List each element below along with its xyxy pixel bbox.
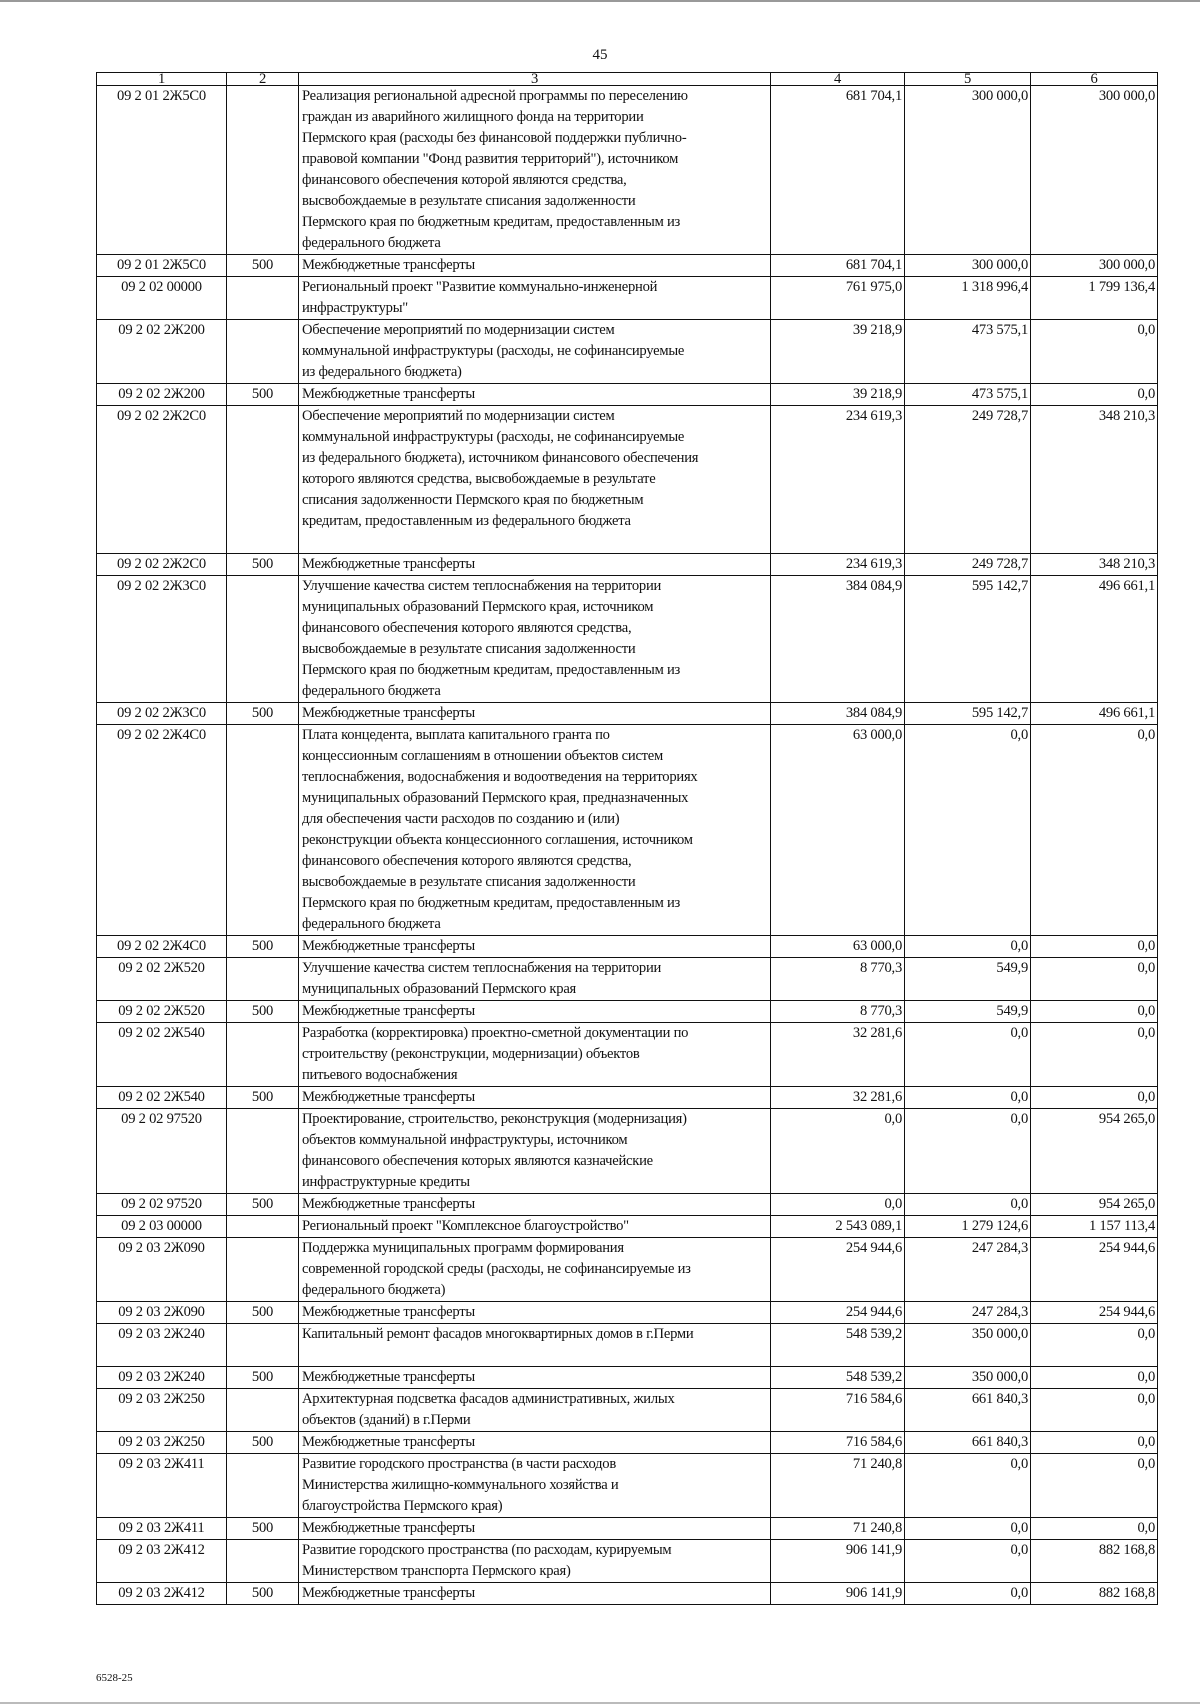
row-value-col4: 0,0 [771,1194,905,1216]
row-description: Межбюджетные трансферты [299,384,771,406]
row-code: 09 2 03 2Ж411 [97,1454,227,1518]
row-code: 09 2 02 00000 [97,277,227,320]
row-code: 09 2 02 2Ж200 [97,320,227,384]
row-value-col6: 0,0 [1031,1454,1158,1518]
row-value-col4: 254 944,6 [771,1238,905,1302]
row-value-col6: 496 661,1 [1031,576,1158,703]
row-value-col5: 595 142,7 [905,703,1031,725]
row-value-col5: 0,0 [905,1194,1031,1216]
row-code: 09 2 02 97520 [97,1194,227,1216]
row-value-col6: 300 000,0 [1031,86,1158,255]
row-expense-type: 500 [227,1194,299,1216]
row-code: 09 2 03 2Ж250 [97,1432,227,1454]
page-number: 45 [592,47,608,63]
row-description: Обеспечение мероприятий по модернизации систем коммунальной инфраструктуры (расходы, не софинансируемые из федерального бюджета), источником финансового обеспечения которого являются средства, высвобождаемые в результате списания задолженности Пермского края по бюджетным кредитам, предоставленным из федерального бюджета [299,406,771,554]
row-expense-type [227,1109,299,1194]
row-value-col5: 0,0 [905,1454,1031,1518]
row-value-col4: 716 584,6 [771,1432,905,1454]
row-value-col6: 954 265,0 [1031,1109,1158,1194]
row-value-col5: 0,0 [905,1109,1031,1194]
row-description: Межбюджетные трансферты [299,936,771,958]
row-description: Межбюджетные трансферты [299,554,771,576]
row-description: Реализация региональной адресной программы по переселению граждан из аварийного жилищного фонда на территории Пермского края (расходы без финансовой поддержки публично- правовой компании "Фонд развития территорий"), источником финансового обеспечения которой являются средства, высвобождаемые в результате списания задолженности Пермского края по бюджетным кредитам, предоставленным из федерального бюджета [299,86,771,255]
row-value-col4: 32 281,6 [771,1023,905,1087]
row-value-col4: 71 240,8 [771,1518,905,1540]
row-code: 09 2 03 2Ж250 [97,1389,227,1432]
row-value-col6: 0,0 [1031,320,1158,384]
row-description: Архитектурная подсветка фасадов административных, жилых объектов (зданий) в г.Перми [299,1389,771,1432]
row-value-col4: 254 944,6 [771,1302,905,1324]
row-value-col5: 1 279 124,6 [905,1216,1031,1238]
row-value-col6: 0,0 [1031,958,1158,1001]
row-code: 09 2 02 2Ж520 [97,1001,227,1023]
row-expense-type: 500 [227,1367,299,1389]
row-value-col5: 1 318 996,4 [905,277,1031,320]
row-description: Развитие городского пространства (в части расходов Министерства жилищно-коммунального хозяйства и благоустройства Пермского края) [299,1454,771,1518]
row-expense-type: 500 [227,554,299,576]
row-code: 09 2 02 2Ж3С0 [97,576,227,703]
table-row [97,554,1158,576]
row-value-col4: 681 704,1 [771,255,905,277]
table-row [97,1583,1158,1605]
row-description: Региональный проект "Развитие коммунально-инженерной инфраструктуры" [299,277,771,320]
row-value-col5: 350 000,0 [905,1367,1031,1389]
row-value-col6: 254 944,6 [1031,1302,1158,1324]
row-value-col5: 350 000,0 [905,1324,1031,1367]
row-description: Развитие городского пространства (по расходам, курируемым Министерством транспорта Пермского края) [299,1540,771,1583]
row-value-col6: 0,0 [1031,1001,1158,1023]
row-value-col5: 0,0 [905,725,1031,936]
row-code: 09 2 01 2Ж5С0 [97,86,227,255]
table-row [97,1194,1158,1216]
row-expense-type [227,576,299,703]
row-value-col5: 0,0 [905,1087,1031,1109]
row-expense-type: 500 [227,255,299,277]
row-code: 09 2 02 2Ж3С0 [97,703,227,725]
row-value-col6: 254 944,6 [1031,1238,1158,1302]
table-row [97,936,1158,958]
row-description: Межбюджетные трансферты [299,1001,771,1023]
row-expense-type: 500 [227,1583,299,1605]
row-code: 09 2 03 2Ж240 [97,1324,227,1367]
row-value-col5: 661 840,3 [905,1389,1031,1432]
header-col-6: 6 [1031,73,1158,86]
row-description: Капитальный ремонт фасадов многоквартирных домов в г.Перми [299,1324,771,1367]
row-value-col4: 548 539,2 [771,1367,905,1389]
header-col-4: 4 [771,73,905,86]
row-expense-type: 500 [227,703,299,725]
row-value-col4: 681 704,1 [771,86,905,255]
row-expense-type [227,86,299,255]
row-expense-type [227,1023,299,1087]
row-value-col4: 71 240,8 [771,1454,905,1518]
row-value-col5: 249 728,7 [905,406,1031,554]
row-code: 09 2 03 2Ж411 [97,1518,227,1540]
row-expense-type [227,1216,299,1238]
row-description: Межбюджетные трансферты [299,1367,771,1389]
row-value-col4: 8 770,3 [771,1001,905,1023]
table-row [97,1087,1158,1109]
row-description: Разработка (корректировка) проектно-сметной документации по строительству (реконструкции, модернизации) объектов питьевого водоснабжения [299,1023,771,1087]
row-code: 09 2 02 2Ж540 [97,1087,227,1109]
row-value-col6: 0,0 [1031,936,1158,958]
row-value-col4: 716 584,6 [771,1389,905,1432]
row-value-col5: 0,0 [905,936,1031,958]
row-expense-type [227,320,299,384]
scan-border-top [0,0,1200,2]
row-expense-type [227,1540,299,1583]
row-description: Межбюджетные трансферты [299,1432,771,1454]
row-code: 09 2 02 2Ж540 [97,1023,227,1087]
row-code: 09 2 02 2Ж200 [97,384,227,406]
row-value-col5: 0,0 [905,1583,1031,1605]
row-description: Межбюджетные трансферты [299,1194,771,1216]
row-value-col5: 661 840,3 [905,1432,1031,1454]
row-expense-type: 500 [227,1302,299,1324]
table-row [97,958,1158,1001]
row-value-col5: 300 000,0 [905,255,1031,277]
row-expense-type: 500 [227,936,299,958]
row-expense-type [227,277,299,320]
header-col-1: 1 [97,73,227,86]
table-row [97,255,1158,277]
row-value-col6: 496 661,1 [1031,703,1158,725]
row-value-col4: 761 975,0 [771,277,905,320]
row-value-col4: 32 281,6 [771,1087,905,1109]
row-value-col6: 1 799 136,4 [1031,277,1158,320]
row-value-col6: 0,0 [1031,384,1158,406]
row-value-col6: 348 210,3 [1031,406,1158,554]
row-value-col4: 2 543 089,1 [771,1216,905,1238]
row-description: Проектирование, строительство, реконструкция (модернизация) объектов коммунальной инфраструктуры, источником финансового обеспечения которых являются казначейские инфраструктурные кредиты [299,1109,771,1194]
row-code: 09 2 02 2Ж520 [97,958,227,1001]
row-expense-type: 500 [227,384,299,406]
row-description: Обеспечение мероприятий по модернизации систем коммунальной инфраструктуры (расходы, не софинансируемые из федерального бюджета) [299,320,771,384]
row-value-col5: 247 284,3 [905,1238,1031,1302]
row-code: 09 2 03 2Ж240 [97,1367,227,1389]
table-row [97,406,1158,554]
row-expense-type [227,958,299,1001]
row-value-col4: 906 141,9 [771,1583,905,1605]
row-description: Поддержка муниципальных программ формирования современной городской среды (расходы, не софинансируемые из федерального бюджета) [299,1238,771,1302]
row-value-col4: 384 084,9 [771,703,905,725]
row-value-col4: 63 000,0 [771,936,905,958]
table-row [97,320,1158,384]
row-value-col6: 0,0 [1031,1023,1158,1087]
table-row [97,1001,1158,1023]
row-value-col4: 0,0 [771,1109,905,1194]
row-code: 09 2 02 2Ж2С0 [97,406,227,554]
row-value-col5: 549,9 [905,1001,1031,1023]
table-row [97,1109,1158,1194]
row-description: Межбюджетные трансферты [299,1583,771,1605]
row-value-col6: 882 168,8 [1031,1583,1158,1605]
table-row [97,576,1158,703]
row-description: Улучшение качества систем теплоснабжения на территории муниципальных образований Пермского края [299,958,771,1001]
row-code: 09 2 02 2Ж4С0 [97,936,227,958]
table-row [97,1389,1158,1432]
scan-border-bottom [0,1702,1200,1704]
table-row [97,703,1158,725]
row-expense-type [227,406,299,554]
row-value-col4: 548 539,2 [771,1324,905,1367]
row-value-col6: 0,0 [1031,1087,1158,1109]
table-row [97,1367,1158,1389]
row-value-col6: 954 265,0 [1031,1194,1158,1216]
row-value-col4: 8 770,3 [771,958,905,1001]
row-expense-type [227,1238,299,1302]
table-row [97,1324,1158,1367]
table-row [97,1540,1158,1583]
row-description: Плата концедента, выплата капитального гранта по концессионным соглашениям в отношении объектов систем теплоснабжения, водоснабжения и водоотведения на территориях муниципальных образований Пермского края, предназначенных для обеспечения части расходов по созданию и (или) реконструкции объекта концессионного соглашения, источником финансового обеспечения которого являются средства, высвобождаемые в результате списания задолженности Пермского края по бюджетным кредитам, предоставленным из федерального бюджета [299,725,771,936]
row-expense-type [227,1389,299,1432]
row-code: 09 2 03 2Ж090 [97,1238,227,1302]
row-expense-type [227,1324,299,1367]
row-value-col5: 0,0 [905,1518,1031,1540]
row-value-col6: 300 000,0 [1031,255,1158,277]
row-description: Улучшение качества систем теплоснабжения на территории муниципальных образований Пермского края, источником финансового обеспечения которого являются средства, высвобождаемые в результате списания задолженности Пермского края по бюджетным кредитам, предоставленным из федерального бюджета [299,576,771,703]
row-value-col4: 63 000,0 [771,725,905,936]
table-row [97,1216,1158,1238]
row-value-col5: 0,0 [905,1023,1031,1087]
row-code: 09 2 03 2Ж412 [97,1540,227,1583]
table-header-row [97,73,1158,86]
table-row [97,1302,1158,1324]
row-code: 09 2 03 00000 [97,1216,227,1238]
table-row [97,1432,1158,1454]
row-value-col6: 0,0 [1031,1367,1158,1389]
table-row [97,1238,1158,1302]
row-value-col5: 300 000,0 [905,86,1031,255]
header-col-3: 3 [299,73,771,86]
table-row [97,725,1158,936]
budget-table [96,72,1158,1605]
row-expense-type: 500 [227,1518,299,1540]
table-row [97,1518,1158,1540]
row-value-col6: 348 210,3 [1031,554,1158,576]
row-value-col5: 249 728,7 [905,554,1031,576]
row-value-col6: 0,0 [1031,1432,1158,1454]
row-value-col4: 384 084,9 [771,576,905,703]
row-value-col5: 247 284,3 [905,1302,1031,1324]
row-value-col6: 1 157 113,4 [1031,1216,1158,1238]
header-col-2: 2 [227,73,299,86]
row-value-col5: 0,0 [905,1540,1031,1583]
row-expense-type: 500 [227,1001,299,1023]
row-value-col5: 473 575,1 [905,320,1031,384]
row-description: Межбюджетные трансферты [299,1518,771,1540]
row-expense-type: 500 [227,1432,299,1454]
row-value-col6: 0,0 [1031,1324,1158,1367]
footer-code: 6528-25 [96,1672,133,1684]
row-code: 09 2 03 2Ж090 [97,1302,227,1324]
row-value-col6: 0,0 [1031,1518,1158,1540]
row-description: Межбюджетные трансферты [299,1302,771,1324]
row-value-col4: 906 141,9 [771,1540,905,1583]
row-value-col6: 0,0 [1031,1389,1158,1432]
row-value-col5: 595 142,7 [905,576,1031,703]
table-row [97,384,1158,406]
row-code: 09 2 02 97520 [97,1109,227,1194]
table-row [97,1023,1158,1087]
row-value-col4: 39 218,9 [771,384,905,406]
row-value-col6: 0,0 [1031,725,1158,936]
row-description: Региональный проект "Комплексное благоустройство" [299,1216,771,1238]
row-description: Межбюджетные трансферты [299,255,771,277]
row-description: Межбюджетные трансферты [299,703,771,725]
row-value-col4: 39 218,9 [771,320,905,384]
row-value-col5: 473 575,1 [905,384,1031,406]
row-code: 09 2 03 2Ж412 [97,1583,227,1605]
row-value-col4: 234 619,3 [771,554,905,576]
row-expense-type [227,1454,299,1518]
row-value-col4: 234 619,3 [771,406,905,554]
row-code: 09 2 02 2Ж4С0 [97,725,227,936]
table-row [97,277,1158,320]
row-value-col6: 882 168,8 [1031,1540,1158,1583]
row-expense-type [227,725,299,936]
row-code: 09 2 02 2Ж2С0 [97,554,227,576]
table-body [97,86,1158,1605]
row-value-col5: 549,9 [905,958,1031,1001]
row-description: Межбюджетные трансферты [299,1087,771,1109]
table-row [97,86,1158,255]
row-code: 09 2 01 2Ж5С0 [97,255,227,277]
table-row [97,1454,1158,1518]
row-expense-type: 500 [227,1087,299,1109]
header-col-5: 5 [905,73,1031,86]
